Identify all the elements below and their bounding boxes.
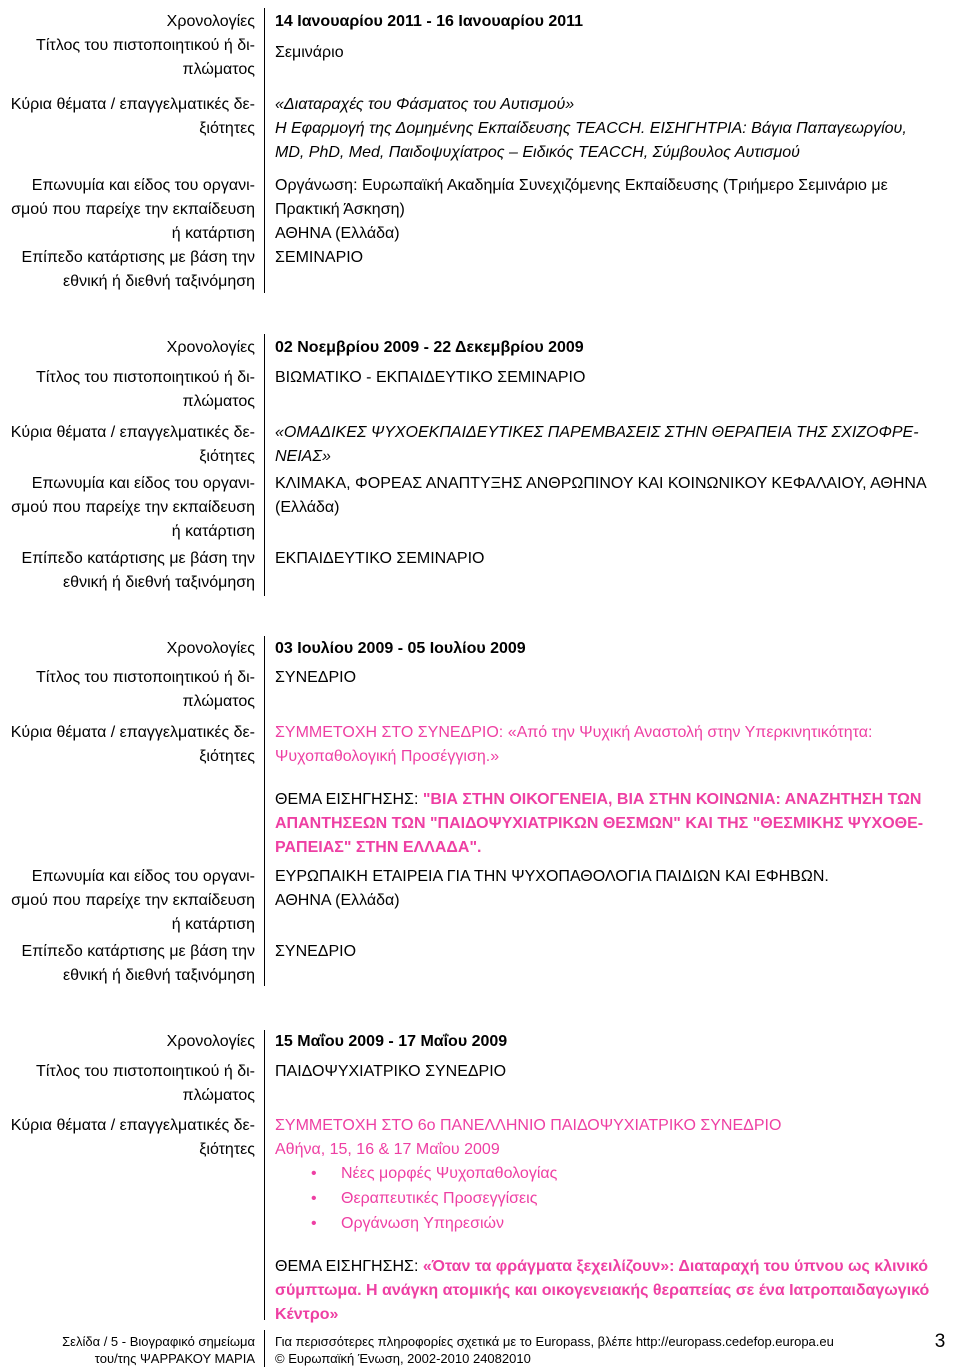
entry-level: ΣΕΜΙΝΑΡΙΟ <box>275 249 364 266</box>
topic-text: «Όταν τα φράγματα ξεχειλίζουν»: Διαταραχή του ύπνου ως κλινικό <box>422 1258 929 1275</box>
bullet-item: • Οργάνωση Υπηρεσιών <box>275 1211 945 1236</box>
label-title-line2: πλώματος <box>182 693 255 710</box>
entry-subjects-line1: «Διαταραχές του Φάσματος του Αυτισμού» <box>275 96 575 113</box>
entry-title: ΣΥΝΕΔΡΙΟ <box>275 669 357 686</box>
bullet-icon: • <box>311 1190 317 1207</box>
label-org-line1: Επωνυμία και είδος του οργανι- <box>31 868 255 885</box>
entry-org-line2: (Ελλάδα) <box>275 499 340 516</box>
label-title-line2: πλώματος <box>182 1087 255 1104</box>
label-org-line1: Επωνυμία και είδος του οργανι- <box>31 177 255 194</box>
topic-label: ΘΕΜΑ ΕΙΣΗΓΗΣΗΣ: <box>275 791 423 808</box>
label-org-line2: σμού που παρείχε την εκπαίδευση <box>11 892 255 909</box>
label-level-line1: Επίπεδο κατάρτισης με βάση την <box>21 550 255 567</box>
label-level-line2: εθνική ή διεθνή ταξινόμηση <box>63 273 255 290</box>
label-subjects-line2: ξιότητες <box>199 120 255 137</box>
entry-level: ΕΚΠΑΙΔΕΥΤΙΚΟ ΣΕΜΙΝΑΡΙΟ <box>275 550 485 567</box>
entry-topic-line3: Κέντρο» <box>275 1306 339 1323</box>
entry-dates: 03 Ιουλίου 2009 - 05 Ιουλίου 2009 <box>275 640 526 657</box>
column-separator-4 <box>264 1030 265 1320</box>
label-subjects-line1: Κύρια θέματα / επαγγελματικές δε- <box>10 724 255 741</box>
label-level-line2: εθνική ή διεθνή ταξινόμηση <box>63 967 255 984</box>
entry-topic-line1 <box>275 1255 945 1279</box>
entry-subjects-line1: ΣΥΜΜΕΤΟΧΗ ΣΤΟ 6ο ΠΑΝΕΛΛΗΝΙΟ ΠΑΙΔΟΨΥΧΙΑΤΡΙΚΟ ΣΥΝΕΔΡΙΟ <box>275 1117 782 1134</box>
entry-org-line2: ΑΘΗΝΑ (Ελλάδα) <box>275 892 400 909</box>
entry-dates: 02 Νοεμβρίου 2009 - 22 Δεκεμβρίου 2009 <box>275 339 584 356</box>
footer-owner: του/της ΨΑΡΡΑΚΟΥ ΜΑΡΙΑ <box>94 1351 255 1366</box>
label-level-line1: Επίπεδο κατάρτισης με βάση την <box>21 249 255 266</box>
label-subjects-line2: ξιότητες <box>199 748 255 765</box>
label-org-line3: ή κατάρτιση <box>171 225 255 242</box>
entry-topic-line2: ΑΠΑΝΤΗΣΕΩΝ ΤΩΝ "ΠΑΙΔΟΨΥΧΙΑΤΡΙΚΩΝ ΘΕΣΜΩΝ" ΚΑΙ ΤΗΣ "ΘΕΣΜΙΚΗΣ ΨΥΧΟΘΕ- <box>275 815 924 832</box>
footer-copyright: © Ευρωπαϊκή Ένωση, 2002-2010 24082010 <box>275 1351 531 1366</box>
column-separator-2 <box>264 334 265 596</box>
bullet-item: • Νέες μορφές Ψυχοπαθολογίας <box>275 1161 945 1186</box>
label-title-line2: πλώματος <box>182 61 255 78</box>
bullet-list <box>275 1161 945 1236</box>
label-subjects-line1: Κύρια θέματα / επαγγελματικές δε- <box>10 1117 255 1134</box>
entry-subjects-line3: MD, PhD, Med, Παιδοψυχίατρος – Ειδικός TEACCH, Σύμβουλος Αυτισμού <box>275 144 800 161</box>
entry-org-line1: ΕΥΡΩΠΑΙΚΗ ΕΤΑΙΡΕΙΑ ΓΙΑ ΤΗΝ ΨΥΧΟΠΑΘΟΛΟΓΙΑ ΠΑΙΔΙΩΝ ΚΑΙ ΕΦΗΒΩΝ. <box>275 868 829 885</box>
entry-title: Σεμινάριο <box>275 44 344 61</box>
label-title-line1: Τίτλος του πιστοποιητικού ή δι- <box>36 369 255 386</box>
column-separator-3 <box>264 636 265 986</box>
label-subjects-line1: Κύρια θέματα / επαγγελματικές δε- <box>10 96 255 113</box>
label-org-line1: Επωνυμία και είδος του οργανι- <box>31 475 255 492</box>
label-title-line2: πλώματος <box>182 393 255 410</box>
entry-topic-line1 <box>275 788 945 812</box>
entry-subjects-line2: Αθήνα, 15, 16 & 17 Μαΐου 2009 <box>275 1141 500 1158</box>
entry-dates: 15 Μαΐου 2009 - 17 Μαΐου 2009 <box>275 1033 508 1050</box>
column-separator-1 <box>264 8 265 293</box>
bullet-icon: • <box>311 1215 317 1232</box>
label-subjects-line1: Κύρια θέματα / επαγγελματικές δε- <box>10 424 255 441</box>
footer-page-info: Σελίδα / 5 - Βιογραφικό σημείωμα <box>62 1334 255 1349</box>
label-title-line1: Τίτλος του πιστοποιητικού ή δι- <box>36 37 255 54</box>
entry-org-line2: Πρακτική Άσκηση) <box>275 201 405 218</box>
bullet-icon: • <box>311 1165 317 1182</box>
label-dates: Χρονολογίες <box>166 13 255 30</box>
label-org-line2: σμού που παρείχε την εκπαίδευση <box>11 499 255 516</box>
label-subjects-line2: ξιότητες <box>199 448 255 465</box>
entry-topic-line3: ΡΑΠΕΙΑΣ" ΣΤΗΝ ΕΛΛΑΔΑ". <box>275 839 482 856</box>
label-dates: Χρονολογίες <box>166 1033 255 1050</box>
bullet-item: • Θεραπευτικές Προσεγγίσεις <box>275 1186 945 1211</box>
footer-page-number: 3 <box>934 1331 946 1352</box>
entry-title: ΠΑΙΔΟΨΥΧΙΑΤΡΙΚΟ ΣΥΝΕΔΡΙΟ <box>275 1063 507 1080</box>
label-level-line2: εθνική ή διεθνή ταξινόμηση <box>63 574 255 591</box>
label-title-line1: Τίτλος του πιστοποιητικού ή δι- <box>36 669 255 686</box>
label-dates: Χρονολογίες <box>166 640 255 657</box>
footer-right <box>275 1333 915 1367</box>
topic-label: ΘΕΜΑ ΕΙΣΗΓΗΣΗΣ: <box>275 1258 423 1275</box>
entry-topic-line2: σύμπτωμα. Η ανάγκη ατομικής και οικογενειακής θεραπείας σε ένα Ιατροπαιδαγωγικό <box>275 1282 930 1299</box>
entry-subjects-line2: Η Εφαρμογή της Δομημένης Εκπαίδευσης TEACCH. ΕΙΣΗΓΗΤΡΙΑ: Βάγια Παπαγεωργίου, <box>275 120 907 137</box>
label-org-line2: σμού που παρείχε την εκπαίδευση <box>11 201 255 218</box>
entry-subjects-line1: «ΟΜΑΔΙΚΕΣ ΨΥΧΟΕΚΠΑΙΔΕΥΤΙΚΕΣ ΠΑΡΕΜΒΑΣΕΙΣ ΣΤΗΝ ΘΕΡΑΠΕΙΑ ΤΗΣ ΣΧΙΖΟΦΡΕ- <box>275 424 919 441</box>
column-separator-footer <box>264 1330 265 1367</box>
label-title-line1: Τίτλος του πιστοποιητικού ή δι- <box>36 1063 255 1080</box>
label-level-line1: Επίπεδο κατάρτισης με βάση την <box>21 943 255 960</box>
footer-europass-info: Για περισσότερες πληροφορίες σχετικά με το Europass, βλέπε http://europass.cedefop.europa.eu <box>275 1334 834 1349</box>
footer-left <box>0 1333 255 1367</box>
label-org-line3: ή κατάρτιση <box>171 916 255 933</box>
entry-dates: 14 Ιανουαρίου 2011 - 16 Ιανουαρίου 2011 <box>275 13 584 30</box>
topic-text: "ΒΙΑ ΣΤΗΝ ΟΙΚΟΓΕΝΕΙΑ, ΒΙΑ ΣΤΗΝ ΚΟΙΝΩΝΙΑ: ΑΝΑΖΗΤΗΣΗ ΤΩΝ <box>422 791 922 808</box>
entry-org-line1: Οργάνωση: Ευρωπαϊκή Ακαδημία Συνεχιζόμενης Εκπαίδευσης (Τριήμερο Σεμινάριο με <box>275 177 888 194</box>
label-org-line3: ή κατάρτιση <box>171 523 255 540</box>
entry-org-line1: ΚΛΙΜΑΚΑ, ΦΟΡΕΑΣ ΑΝΑΠΤΥΞΗΣ ΑΝΘΡΩΠΙΝΟΥ ΚΑΙ ΚΟΙΝΩΝΙΚΟΥ ΚΕΦΑΛΑΙΟΥ, ΑΘΗΝΑ <box>275 475 927 492</box>
entry-level: ΣΥΝΕΔΡΙΟ <box>275 943 357 960</box>
entry-org-line3: ΑΘΗΝΑ (Ελλάδα) <box>275 225 400 242</box>
entry-subjects-line2: Ψυχοπαθολογική Προσέγγιση.» <box>275 748 500 765</box>
entry-title: ΒΙΩΜΑΤΙΚΟ - ΕΚΠΑΙΔΕΥΤΙΚΟ ΣΕΜΙΝΑΡΙΟ <box>275 369 586 386</box>
label-dates: Χρονολογίες <box>166 339 255 356</box>
entry-subjects-line1: ΣΥΜΜΕΤΟΧΗ ΣΤΟ ΣΥΝΕΔΡΙΟ: «Από την Ψυχική Αναστολή στην Υπερκινητικότητα: <box>275 724 873 741</box>
entry-subjects-line2: ΝΕΙΑΣ» <box>275 448 331 465</box>
label-subjects-line2: ξιότητες <box>199 1141 255 1158</box>
